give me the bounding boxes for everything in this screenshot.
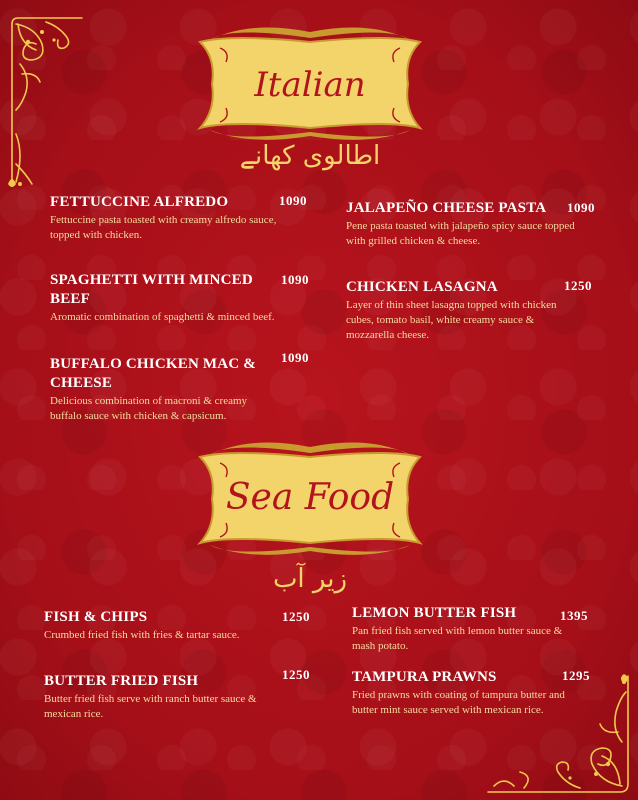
menu-item-price: 1090 bbox=[567, 200, 595, 215]
menu-item-name: CHICKEN LASAGNA bbox=[346, 279, 498, 295]
section-banner-italian bbox=[190, 18, 430, 148]
menu-item bbox=[352, 604, 582, 654]
menu-item-description: Layer of thin sheet lasagna topped with chicken cubes, tomato basil, white creamy sauce & mozzarella cheese. bbox=[346, 299, 557, 341]
menu-item-name: FETTUCCINE ALFREDO bbox=[50, 194, 229, 210]
menu-item-price: 1295 bbox=[562, 668, 590, 683]
menu-item-description: Aromatic combination of spaghetti & minced beef. bbox=[50, 311, 275, 323]
menu-item-price: 1090 bbox=[279, 193, 307, 208]
section-banner-sea-food bbox=[190, 433, 430, 563]
menu-item-price: 1090 bbox=[281, 350, 309, 365]
menu-item-name: JALAPEÑO CHEESE PASTA bbox=[346, 200, 547, 216]
menu-item bbox=[346, 278, 576, 343]
menu-item-name: LEMON BUTTER FISH bbox=[352, 605, 517, 621]
corner-flourish-top-left-icon bbox=[6, 14, 86, 190]
menu-item-description: Fettuccine pasta toasted with creamy alfredo sauce, topped with chicken. bbox=[50, 214, 277, 241]
menu-item-description: Pene pasta toasted with jalapeño spicy sauce topped with grilled chicken & cheese. bbox=[346, 220, 575, 247]
menu-item-name: BUFFALO CHICKEN MAC & CHEESE bbox=[50, 356, 256, 391]
section-title: Italian bbox=[254, 65, 366, 105]
menu-item bbox=[44, 672, 274, 722]
menu-item bbox=[352, 668, 582, 718]
menu-item-description: Butter fried fish serve with ranch butter sauce & mexican rice. bbox=[44, 693, 257, 720]
menu-item-description: Crumbed fried fish with fries & tartar sauce. bbox=[44, 629, 240, 641]
section-urdu-title: اطالوی کھانے bbox=[239, 141, 381, 171]
section-title: Sea Food bbox=[225, 477, 395, 518]
menu-item bbox=[50, 193, 280, 243]
menu-item-price: 1395 bbox=[560, 608, 588, 623]
menu-item-price: 1250 bbox=[564, 278, 592, 293]
menu-item-name: FISH & CHIPS bbox=[44, 609, 148, 625]
menu-item-name: TAMPURA PRAWNS bbox=[352, 669, 497, 685]
menu-item-price: 1250 bbox=[282, 609, 310, 624]
menu-item-description: Pan fried fish served with lemon butter sauce & mash potato. bbox=[352, 625, 563, 652]
menu-item-name: BUTTER FRIED FISH bbox=[44, 673, 199, 689]
menu-item bbox=[346, 199, 576, 249]
menu-item bbox=[44, 608, 274, 643]
menu-item-description: Fried prawns with coating of tampura butter and butter mint sauce served with mexican rice. bbox=[352, 689, 565, 716]
menu-item-price: 1090 bbox=[281, 272, 309, 287]
menu-item-name: SPAGHETTI WITH MINCED BEEF bbox=[50, 272, 253, 307]
menu-item-price: 1250 bbox=[282, 667, 310, 682]
menu-item-description: Delicious combination of macroni & creamy buffalo sauce with chicken & capsicum. bbox=[50, 395, 248, 422]
menu-item bbox=[50, 271, 280, 325]
menu-item bbox=[50, 355, 280, 424]
section-urdu-title: زیر آب bbox=[272, 564, 348, 594]
